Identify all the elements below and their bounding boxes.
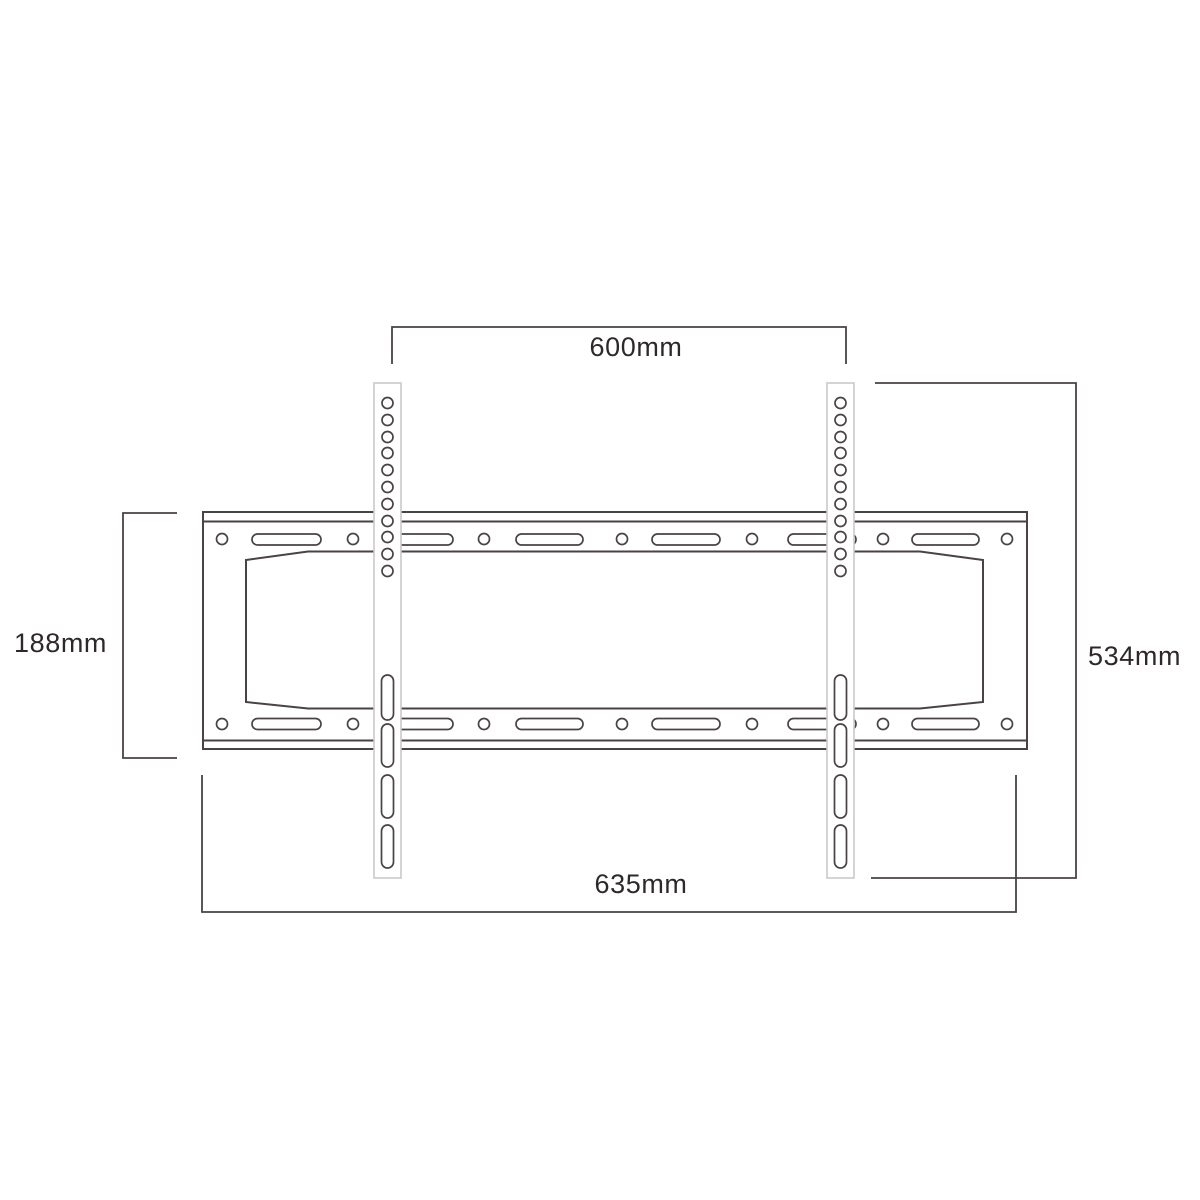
slot-hole bbox=[516, 534, 583, 545]
dimension-label-bottom: 635mm bbox=[594, 869, 688, 899]
dimension-line bbox=[123, 513, 177, 758]
rail-round-hole bbox=[835, 549, 846, 560]
rail-round-hole bbox=[382, 432, 393, 443]
rail-round-hole bbox=[835, 499, 846, 510]
vesa-rail-right bbox=[827, 383, 854, 878]
rail-round-hole bbox=[835, 532, 846, 543]
dimension-label-right: 534mm bbox=[1088, 641, 1182, 671]
slot-hole bbox=[652, 719, 720, 730]
round-hole bbox=[878, 534, 889, 545]
rail-round-hole bbox=[835, 465, 846, 476]
rail-round-hole bbox=[382, 516, 393, 527]
slot-hole bbox=[252, 719, 321, 730]
round-hole bbox=[348, 534, 359, 545]
rail-slot bbox=[382, 675, 394, 720]
rail-round-hole bbox=[835, 398, 846, 409]
dimension-left-188 bbox=[14, 513, 177, 758]
round-hole bbox=[878, 719, 889, 730]
rail-round-hole bbox=[835, 448, 846, 459]
vesa-rail-left bbox=[374, 383, 401, 878]
rail-slot bbox=[382, 724, 394, 767]
round-hole bbox=[348, 719, 359, 730]
round-hole bbox=[1002, 534, 1013, 545]
wall-plate bbox=[203, 512, 1027, 749]
round-hole bbox=[747, 534, 758, 545]
rail-round-hole bbox=[835, 415, 846, 426]
dimension-label-left: 188mm bbox=[13, 628, 107, 658]
slot-hole bbox=[516, 719, 583, 730]
rail-slot bbox=[382, 775, 394, 818]
rail-round-hole bbox=[382, 532, 393, 543]
rail-round-hole bbox=[382, 566, 393, 577]
round-hole bbox=[479, 534, 490, 545]
round-hole bbox=[617, 534, 628, 545]
rail-round-hole bbox=[382, 465, 393, 476]
slot-hole bbox=[652, 534, 720, 545]
rail-round-hole bbox=[835, 432, 846, 443]
rail-round-hole bbox=[382, 448, 393, 459]
rail-slot bbox=[835, 775, 847, 818]
rail-slot bbox=[835, 675, 847, 720]
dimension-label-top: 600mm bbox=[589, 332, 683, 362]
round-hole bbox=[217, 719, 228, 730]
wall-plate-outline bbox=[203, 512, 1027, 749]
rail-round-hole bbox=[835, 516, 846, 527]
round-hole bbox=[617, 719, 628, 730]
dimension-top-600 bbox=[392, 327, 846, 364]
round-hole bbox=[217, 534, 228, 545]
slot-hole bbox=[252, 534, 321, 545]
rail-slot bbox=[835, 825, 847, 868]
rail-round-hole bbox=[382, 398, 393, 409]
rail-slot bbox=[382, 825, 394, 868]
round-hole bbox=[1002, 719, 1013, 730]
rail-round-hole bbox=[835, 482, 846, 493]
rail-round-hole bbox=[382, 415, 393, 426]
rail-slot bbox=[835, 724, 847, 767]
rail-round-hole bbox=[382, 499, 393, 510]
rail-round-hole bbox=[835, 566, 846, 577]
rail-round-hole bbox=[382, 482, 393, 493]
slot-hole bbox=[912, 719, 979, 730]
rail-round-hole bbox=[382, 549, 393, 560]
round-hole bbox=[747, 719, 758, 730]
round-hole bbox=[479, 719, 490, 730]
slot-hole bbox=[912, 534, 979, 545]
dimension-bottom-635 bbox=[202, 775, 1016, 912]
